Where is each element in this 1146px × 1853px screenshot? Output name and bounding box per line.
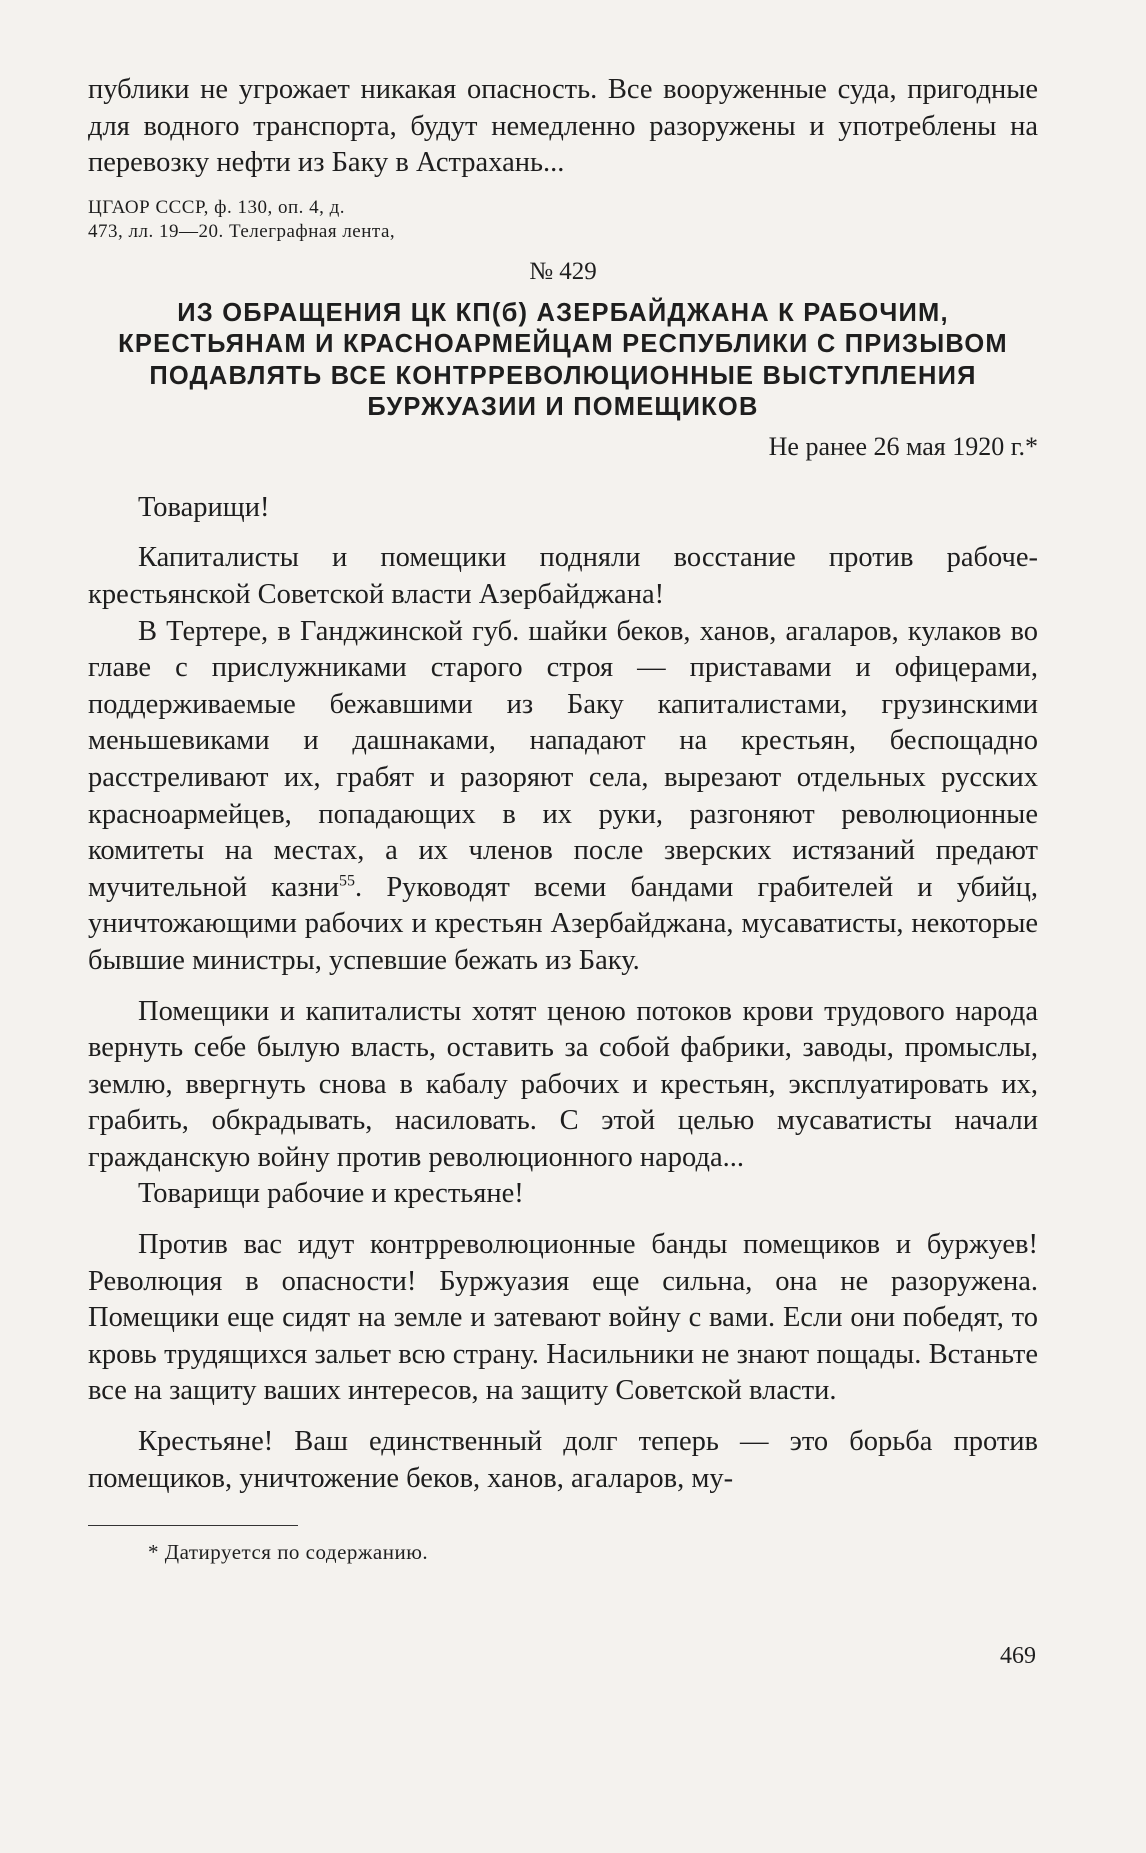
paragraph-6: Крестьяне! Ваш единственный долг теперь — это борьба против помещиков, уничтожение беков, ханов, агаларов, му- xyxy=(88,1426,1038,1494)
paragraph-3: Помещики и капиталисты хотят ценою потоков крови трудового народа вернуть себе былую власть, оставить за собой фабрики, заводы, промыслы, землю, ввергнуть снова в кабалу рабочих и крестьян, эксплуатировать их, грабить, обкрадывать, насиловать. С этой целью мусаватисты начали гражданскую войну против революционного народа... xyxy=(88,995,1038,1173)
greeting: Товарищи! xyxy=(138,491,270,523)
archive-source-line-2: 473, лл. 19—20. Телеграфная лента, xyxy=(88,220,396,242)
page-number: 469 xyxy=(1000,1643,1036,1669)
title-line-4: БУРЖУАЗИИ И ПОМЕЩИКОВ xyxy=(367,393,759,422)
footnote-reference: 55 xyxy=(338,872,355,890)
paragraph-4: Товарищи рабочие и крестьяне! xyxy=(138,1178,524,1210)
title-line-2: КРЕСТЬЯНАМ И КРАСНОАРМЕЙЦАМ РЕСПУБЛИКИ С ПРИЗЫВОМ xyxy=(118,330,1008,359)
document-number: № 429 xyxy=(529,257,597,285)
title-line-1: ИЗ ОБРАЩЕНИЯ ЦК КП(б) АЗЕРБАЙДЖАНА К РАБОЧИМ, xyxy=(177,298,949,327)
archive-source-line-1: ЦГАОР СССР, ф. 130, оп. 4, д. xyxy=(88,196,346,218)
footnote: * Датируется по содержанию. xyxy=(148,1540,429,1565)
paragraph-2-tail: . Руководят всеми бандами грабителей и убийц, уничтожающими рабочих и крестьян Азербайджана, мусаватисты, некоторые бывшие министры, успевшие бежать из Баку. xyxy=(88,871,1038,976)
paragraph-1: Капиталисты и помещики подняли восстание против рабоче-крестьянской Советской власти Азербайджана! xyxy=(88,542,1038,610)
archive-source xyxy=(88,196,1038,244)
intro-paragraph: публики не угрожает никакая опасность. Все вооруженные суда, пригодные для водного транспорта, будут немедленно разоружены и употреблены на перевозку нефти из Баку в Астрахань... xyxy=(88,74,1038,179)
document-title xyxy=(88,298,1038,424)
paragraph-2 xyxy=(88,614,1038,980)
title-line-3: ПОДАВЛЯТЬ ВСЕ КОНТРРЕВОЛЮЦИОННЫЕ ВЫСТУПЛЕНИЯ xyxy=(149,361,977,390)
document-date: Не ранее 26 мая 1920 г.* xyxy=(768,431,1038,461)
paragraph-2-main: В Тертере, в Ганджинской губ. шайки беков, ханов, агаларов, кулаков во главе с прислужниками старого строя — приставами и офицерами, поддерживаемые бежавшими из Баку капиталистами, грузинскими меньшевиками и дашнаками, нападают на крестьян, беспощадно расстреливают их, грабят и разоряют села, вырезают отдельных русских красноармейцев, попадающих в их руки, разгоняют революционные комитеты на местах, а их членов после зверских истязаний предают мучительной казни xyxy=(88,615,1038,903)
footnote-divider xyxy=(88,1525,298,1526)
page-body xyxy=(88,72,1038,1565)
paragraph-5: Против вас идут контрреволюционные банды помещиков и буржуев! Революция в опасности! Буржуазия еще сильна, она не разоружена. Помещики еще сидят на земле и затевают войну с вами. Если они победят, то кровь трудящихся зальет всю страну. Насильники не знают пощады. Встаньте все на защиту ваших интересов, на защиту Советской власти. xyxy=(88,1229,1038,1407)
